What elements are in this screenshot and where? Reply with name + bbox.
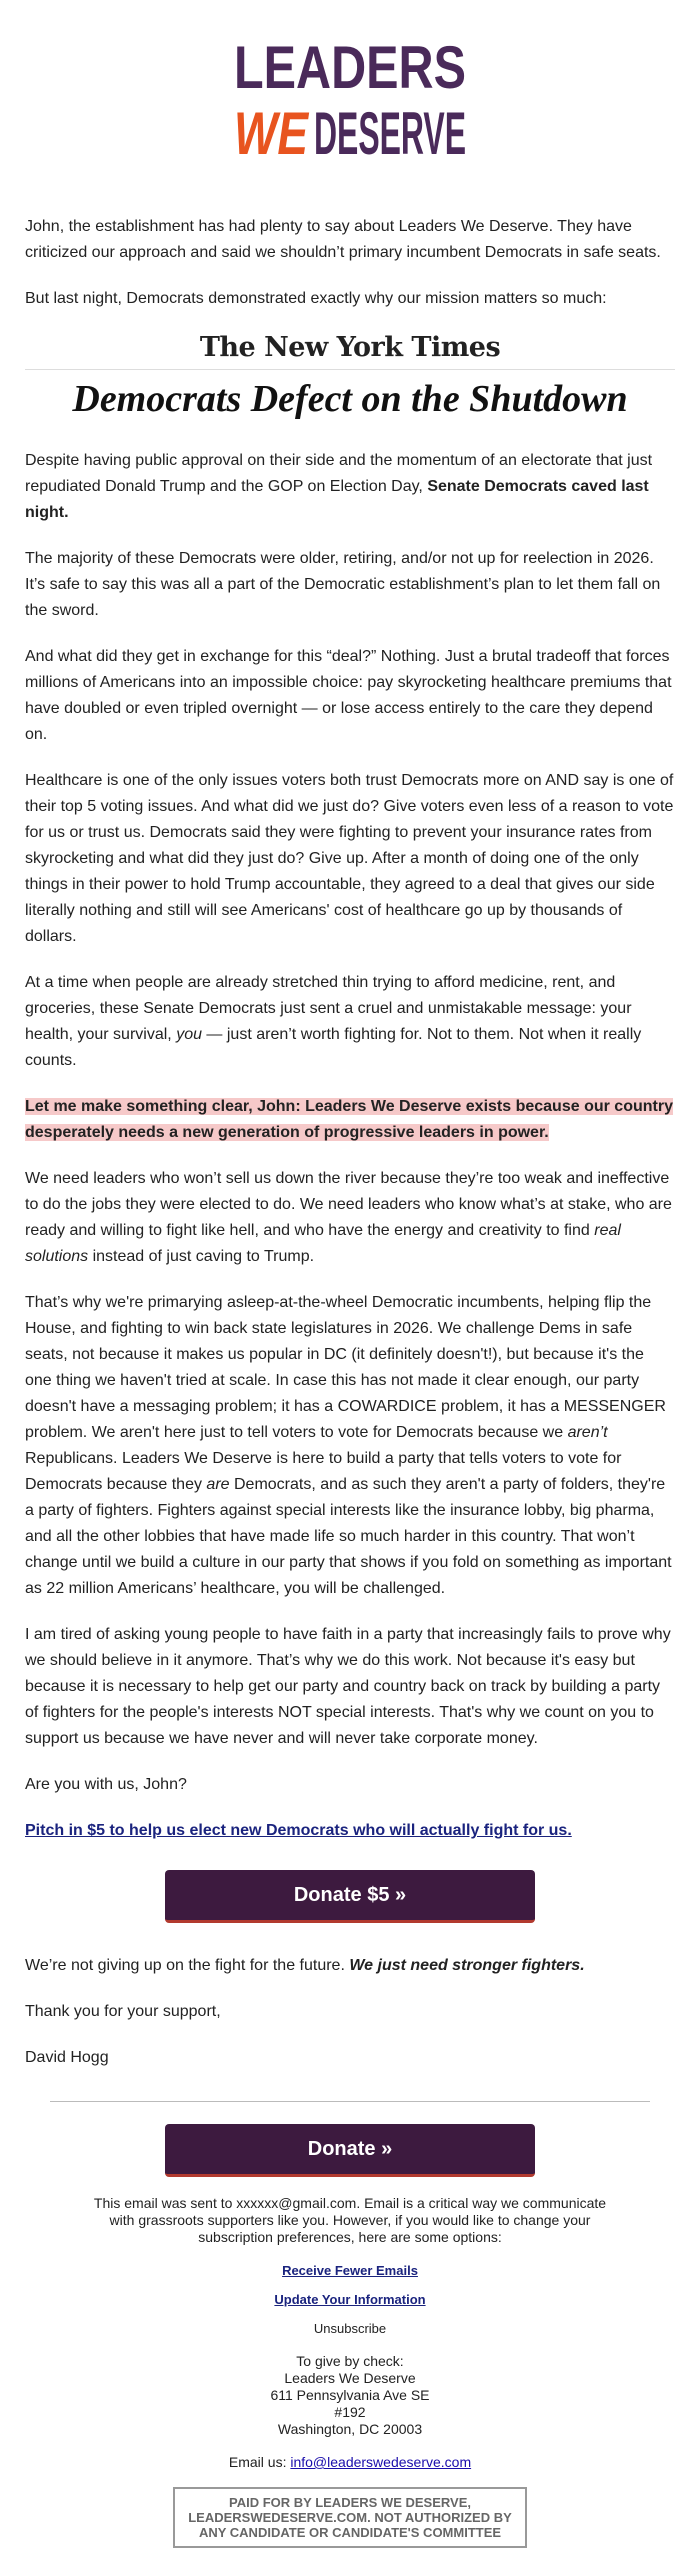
italic-text: aren’t (567, 1424, 608, 1441)
highlight-paragraph (25, 1094, 675, 1146)
leaders-we-deserve-logo (230, 30, 470, 167)
bold-italic-text: We just need stronger fighters. (349, 1957, 585, 1974)
donate-wrapper (0, 2124, 700, 2177)
logo-we: WE (234, 100, 310, 167)
email-body-main (0, 448, 700, 1844)
paid-for-wrapper (80, 2487, 620, 2548)
paragraph-senate-caved (25, 448, 675, 526)
signature: David Hogg (25, 2049, 109, 2066)
paragraph-healthcare: Healthcare is one of the only issues voters both trust Democrats more on AND say is one of their top 5 voting issues. And what did we just do? Give voters even less of a reason to vote for us or trust us. Democrats said they were fighting to prevent your insurance rates from skyrocketing and what did they just do? Give up. After a month of doing one of the only things in their power to hold Trump accountable, they agreed to a deal that gives our side literally nothing and still will see Americans' cost of healthcare go up by thousands of dollars. (25, 772, 674, 945)
paragraph-text: — just aren’t worth fighting for. Not to them. Not when it really counts. (25, 1026, 642, 1069)
paragraph-deal: And what did they get in exchange for this “deal?” Nothing. Just a brutal tradeoff that forces millions of Americans into an impossible choice: pay skyrocketing healthcare premiums that have doubled or even tripled overnight — or lose access entirely to the care they depend on. (25, 648, 672, 743)
check-label: To give by check: (296, 2353, 404, 2369)
email-us-line (80, 2454, 620, 2471)
email-us-label: Email us: (228, 2454, 291, 2470)
subscription-notice: This email was sent to xxxxxx@gmail.com. Email is a critical way we communicate with grassroots supporters like you. However, if you would like to change your subscription preferences, here are some options: (93, 2195, 607, 2245)
logo-leaders: LEADERS (234, 34, 466, 101)
update-information-link[interactable]: Update Your Information (274, 2292, 426, 2307)
paragraph-text: We’re not giving up on the fight for the future. (25, 1957, 350, 1974)
italic-text: real solutions (25, 1222, 621, 1265)
logo-deserve: DESERVE (314, 100, 466, 167)
paragraph-text: That’s why we're primarying asleep-at-the-wheel Democratic incumbents, helping flip the House, and fighting to win back state legislatures in 2026. We challenge Dems in safe seats, not because it makes us popular in DC (it definitely doesn't!), but because it's the one thing we haven't tried at scale. In case this has not made it clear enough, our party doesn't have a messaging problem; it has a COWARDICE problem, it has a MESSENGER problem. We aren't here just to tell voters to vote for Democrats because we (25, 1294, 666, 1441)
italic-text: you (176, 1026, 202, 1043)
donate-button[interactable]: Donate » (165, 2124, 535, 2177)
paragraph-thank-you: Thank you for your support, (25, 2003, 221, 2020)
nyt-headline: Democrats Defect on the Shutdown (72, 378, 628, 420)
address-org: Leaders We Deserve (284, 2370, 416, 2386)
footer-divider (50, 2101, 650, 2102)
intro-paragraph-2: But last night, Democrats demonstrated exactly why our mission matters so much: (25, 290, 607, 307)
paragraph-older-democrats: The majority of these Democrats were older, retiring, and/or not up for reelection in 2026. It’s safe to say this was all a part of the Democratic establishment’s plan to let them fall on the sword. (25, 550, 661, 619)
paragraph-tired: I am tired of asking young people to have faith in a party that increasingly fails to prove why we should believe in it anymore. That’s why we do this work. Not because it's easy but because it is necessary to help get our party and country back on track by building a party of fighters for the people's interests NOT special interests. That's why we count on you to support us because we have never and will never take corporate money. (25, 1626, 671, 1747)
paragraph-are-you-with-us: Are you with us, John? (25, 1776, 187, 1793)
paragraph-text: instead of just caving to Trump. (88, 1248, 315, 1265)
paragraph-text: We need leaders who won’t sell us down the river because they’re too weak and ineffective to do the jobs they were elected to do. We need leaders who know what’s at stake, who are ready and willing to fight like hell, and who have the energy and creativity to find (25, 1170, 672, 1239)
address-suite: #192 (334, 2404, 366, 2420)
paragraph-stretched-thin (25, 970, 675, 1074)
unsubscribe-link[interactable]: Unsubscribe (313, 2321, 387, 2336)
paid-for-disclaimer: PAID FOR BY LEADERS WE DESERVE, LEADERSWEDESERVE.COM. NOT AUTHORIZED BY ANY CANDIDATE OR CANDIDATE'S COMMITTEE (173, 2487, 527, 2548)
paragraph-text: At a time when people are already stretched thin trying to afford medicine, rent, and groceries, these Senate Democrats just sent a cruel and unmistakable message: your health, your survival, (25, 974, 632, 1043)
pitch-in-link[interactable]: Pitch in $5 to help us elect new Democrats who will actually fight for us. (25, 1822, 572, 1839)
email-body (0, 214, 700, 312)
email-container (0, 30, 700, 2548)
nyt-masthead: The New York Times (199, 332, 501, 363)
nyt-divider (25, 369, 675, 370)
paragraph-text: Democrats, and as such they aren't a party of folders, they're a party of fighters. Fighters against special interests like the insurance lobby, big pharma, and all the other lobbies that have made life so much harder in this country. That won’t change until we build a culture in our party that shows if you fold on something as important as 22 million Americans’ healthcare, you will be challenged. (25, 1476, 672, 1597)
paragraph-not-giving-up (25, 1953, 675, 1979)
address-city: Washington, DC 20003 (277, 2421, 423, 2437)
paragraph-primarying (25, 1290, 675, 1602)
email-closing (0, 1953, 700, 2071)
donate-5-wrapper (0, 1870, 700, 1923)
pitch-paragraph (25, 1818, 675, 1844)
paragraph-text: Republicans. Leaders We Deserve is here to build a party that tells voters to vote for Democrats because they (25, 1450, 622, 1493)
intro-paragraph-1: John, the establishment has had plenty to say about Leaders We Deserve. They have criticized our approach and said we shouldn’t primary incumbent Democrats in safe seats. (25, 218, 661, 261)
receive-fewer-emails-link[interactable]: Receive Fewer Emails (282, 2263, 418, 2278)
highlighted-text: Let me make something clear, John: Leaders We Deserve exists because our country desperately needs a new generation of progressive leaders in power. (25, 1098, 673, 1141)
paragraph-text: Despite having public approval on their side and the momentum of an electorate that just repudiated Donald Trump and the GOP on Election Day, (25, 452, 653, 495)
donate-5-button[interactable]: Donate $5 » (165, 1870, 535, 1923)
bold-text: Senate Democrats caved last night. (25, 478, 649, 521)
footer (0, 2195, 700, 2548)
paragraph-need-leaders (25, 1166, 675, 1270)
italic-text: are (206, 1476, 230, 1493)
contact-email-link[interactable]: info@leaderswedeserve.com (290, 2454, 472, 2470)
address-street: 611 Pennsylvania Ave SE (270, 2387, 430, 2403)
